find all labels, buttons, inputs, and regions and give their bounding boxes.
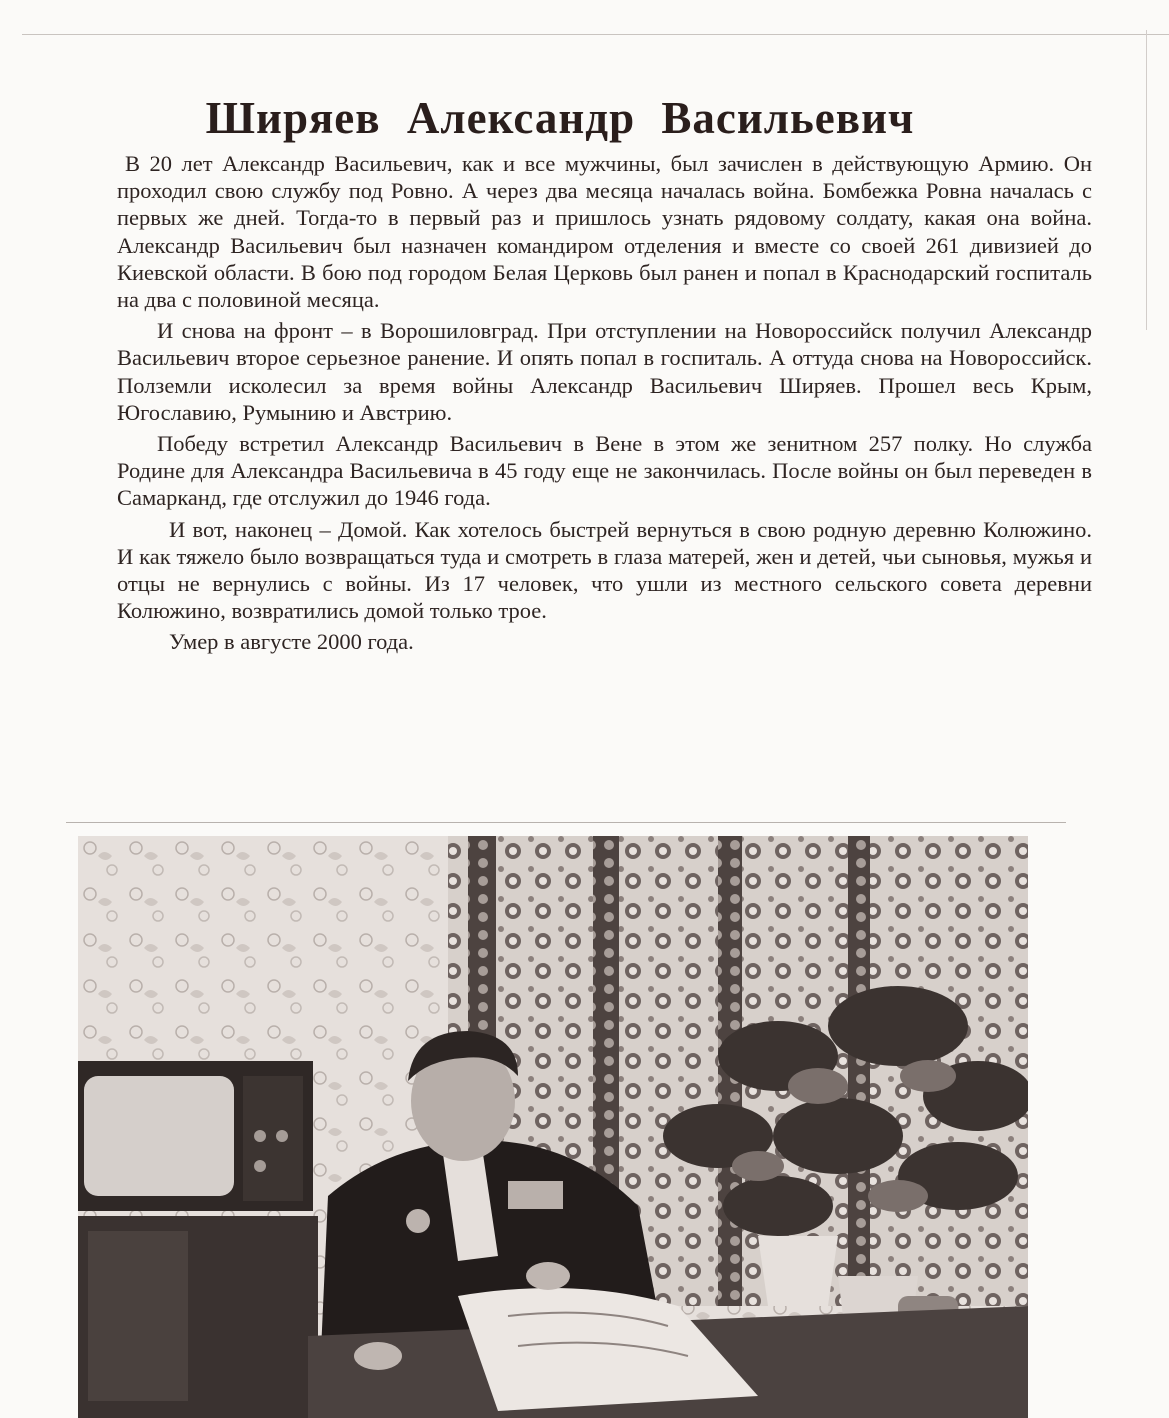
biography-text (117, 150, 1092, 660)
portrait-photo (78, 836, 1028, 1418)
scan-right-edge (1146, 30, 1147, 330)
scan-top-edge (22, 34, 1169, 35)
paragraph-4: И вот, наконец – Домой. Как хотелось быстрей вернуться в свою родную деревню Колюжино. И как тяжело было возвращаться туда и смотреть в глаза матерей, жен и детей, чьи сыновья, мужья и отцы не вернулись с войны. Из 17 человек, что ушли из местного сельского совета деревни Колюжино, возвратились домой только трое. (117, 516, 1092, 624)
paragraph-5: Умер в августе 2000 года. (169, 629, 414, 655)
portrait-photo-drawing (78, 836, 1028, 1418)
paragraph-2: И снова на фронт – в Ворошиловград. При отступлении на Новороссийск получил Александр Васильевич второе серьезное ранение. И опять попал в госпиталь. А оттуда снова на Новороссийск. Полземли исколесил за время войны Александр Васильевич Ширяев. Прошел весь Крым, Югославию, Румынию и Австрию. (117, 318, 1092, 425)
paragraph-1: В 20 лет Александр Васильевич, как и все мужчины, был зачислен в действующую Армию. Он проходил свою службу под Ровно. А через два месяца началась война. Бомбежка Ровна началась с первых же дней. Тогда-то в первый раз и пришлось узнать рядовому солдату, какая она война. Александр Васильевич был назначен командиром отделения и вместе со своей 261 дивизией до Киевской области. В бою под городом Белая Церковь был ранен и попал в Краснодарский госпиталь на два с половиной месяца. (117, 151, 1092, 313)
photo-top-rule (66, 822, 1066, 823)
page-title: Ширяев Александр Васильевич (205, 93, 915, 144)
paragraph-3: Победу встретил Александр Васильевич в Вене в этом же зенитном 257 полку. Но служба Родине для Александра Васильевича в 45 году еще не закончилась. После войны он был переведен в Самарканд, где отслужил до 1946 года. (117, 431, 1092, 511)
